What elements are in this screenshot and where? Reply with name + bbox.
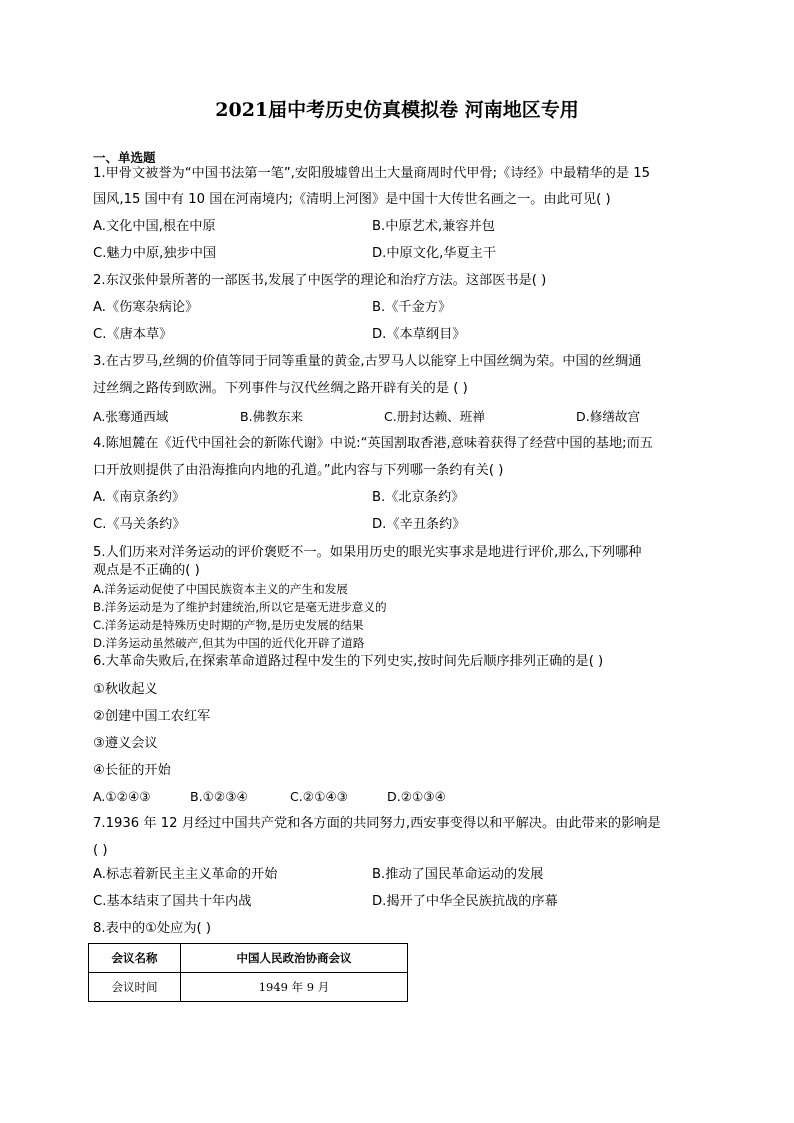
q2-option-a[interactable]: A.《伤寒杂病论》 xyxy=(93,300,199,315)
q7-option-d[interactable]: D.揭开了中华全民族抗战的序幕 xyxy=(372,894,558,909)
q3-option-c[interactable]: C.册封达赖、班禅 xyxy=(384,409,485,424)
table-cell: 1949 年 9 月 xyxy=(180,973,407,1002)
q2-option-d[interactable]: D.《本草纲目》 xyxy=(372,327,466,342)
q4-option-d[interactable]: D.《辛丑条约》 xyxy=(372,517,466,532)
q2-option-b[interactable]: B.《千金方》 xyxy=(372,300,452,315)
q1-option-d[interactable]: D.中原文化,华夏主干 xyxy=(372,246,497,261)
exam-title: 2021届中考历史仿真模拟卷 河南地区专用 xyxy=(215,99,579,121)
q7-option-b[interactable]: B.推动了国民革命运动的发展 xyxy=(372,867,544,882)
q1-option-b[interactable]: B.中原艺术,兼容并包 xyxy=(372,219,495,234)
q5-option-a[interactable]: A.洋务运动促使了中国民族资本主义的产生和发展 xyxy=(93,582,348,596)
q7-stem-line-1: 7.1936 年 12 月经过中国共产党和各方面的共同努力,西安事变得以和平解决。由此带来的影响是 xyxy=(93,816,661,831)
table-header-cell: 会议名称 xyxy=(89,944,181,973)
q4-option-b[interactable]: B.《北京条约》 xyxy=(372,490,465,505)
q2-stem: 2.东汉张仲景所著的一部医书,发展了中医学的理论和治疗方法。这部医书是( ) xyxy=(93,273,547,288)
q6-option-c[interactable]: C.②①④③ xyxy=(290,789,348,804)
q6-stem: 6.大革命失败后,在探索革命道路过程中发生的下列史实,按时间先后顺序排列正确的是( ) xyxy=(93,654,604,669)
section-heading: 一、单选题 xyxy=(93,150,156,165)
q8-stem: 8.表中的①处应为( ) xyxy=(93,921,212,936)
q6-item-1: ①秋收起义 xyxy=(93,682,158,697)
q6-item-4: ④长征的开始 xyxy=(93,763,171,778)
q7-option-c[interactable]: C.基本结束了国共十年内战 xyxy=(93,894,252,909)
q8-table xyxy=(88,943,408,1002)
q1-option-a[interactable]: A.文化中国,根在中原 xyxy=(93,219,216,234)
q6-item-2: ②创建中国工农红军 xyxy=(93,709,211,724)
q2-option-c[interactable]: C.《唐本草》 xyxy=(93,327,173,342)
q5-option-b[interactable]: B.洋务运动是为了维护封建统治,所以它是毫无进步意义的 xyxy=(93,600,387,614)
q4-stem-line-2: 口开放则提供了由沿海推向内地的孔道。”此内容与下列哪一条约有关( ) xyxy=(93,463,504,478)
q4-stem-line-1: 4.陈旭麓在《近代中国社会的新陈代谢》中说:“英国割取香港,意味着获得了经营中国的基地;而五 xyxy=(93,436,653,451)
q5-stem-line-2: 观点是不正确的( ) xyxy=(93,563,200,578)
q6-option-d[interactable]: D.②①③④ xyxy=(387,789,446,804)
q5-stem-line-1: 5.人们历来对洋务运动的评价褒贬不一。如果用历史的眼光实事求是地进行评价,那么,下列哪种 xyxy=(93,545,642,560)
q3-stem-line-1: 3.在古罗马,丝绸的价值等同于同等重量的黄金,古罗马人以能穿上中国丝绸为荣。中国的丝绸通 xyxy=(93,354,642,369)
q1-option-c[interactable]: C.魅力中原,独步中国 xyxy=(93,246,217,261)
q1-stem-line-1: 1.甲骨文被誉为“中国书法第一笔”,安阳殷墟曾出土大量商周时代甲骨;《诗经》中最精华的是 15 xyxy=(93,166,650,181)
q3-option-b[interactable]: B.佛教东来 xyxy=(240,409,304,424)
q3-option-a[interactable]: A.张骞通西域 xyxy=(93,409,169,424)
q3-option-d[interactable]: D.修缮故宫 xyxy=(576,409,641,424)
table-header-cell: 中国人民政治协商会议 xyxy=(180,944,407,973)
q1-stem-line-2: 国风,15 国中有 10 国在河南境内;《清明上河图》是中国十大传世名画之一。由此可见( ) xyxy=(93,192,611,207)
q3-stem-line-2: 过丝绸之路传到欧洲。下列事件与汉代丝绸之路开辟有关的是 ( ) xyxy=(93,381,468,396)
q4-option-a[interactable]: A.《南京条约》 xyxy=(93,490,186,505)
q7-stem-line-2: ( ) xyxy=(93,843,108,858)
q4-option-c[interactable]: C.《马关条约》 xyxy=(93,517,186,532)
q5-option-c[interactable]: C.洋务运动是特殊历史时期的产物,是历史发展的结果 xyxy=(93,618,364,632)
q6-item-3: ③遵义会议 xyxy=(93,736,158,751)
q6-option-b[interactable]: B.①②③④ xyxy=(190,789,248,804)
q6-option-a[interactable]: A.①②④③ xyxy=(93,789,151,804)
table-header-row xyxy=(89,944,408,973)
q5-option-d[interactable]: D.洋务运动虽然破产,但其为中国的近代化开辟了道路 xyxy=(93,636,365,650)
table-cell: 会议时间 xyxy=(89,973,181,1002)
q7-option-a[interactable]: A.标志着新民主主义革命的开始 xyxy=(93,867,278,882)
table-row xyxy=(89,973,408,1002)
